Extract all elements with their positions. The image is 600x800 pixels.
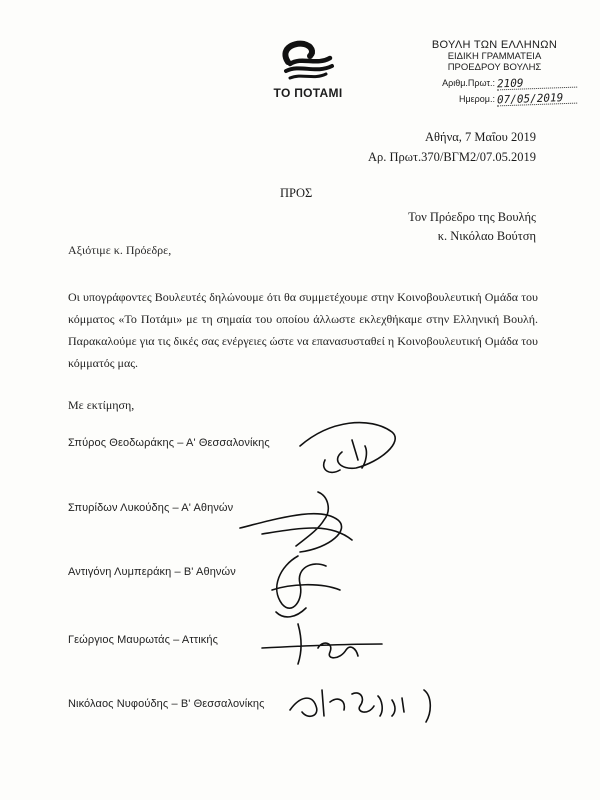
letter-body: Οι υπογράφοντες Βουλευτές δηλώνουμε ότι θα συμμετέχουμε στην Κοινοβουλευτική Ομάδα του κόμματος «Το Ποτάμι» με τη σημαία του οποίου άλλωστε εκλεχθήκαμε στην Ελληνική Βουλή. Παρακαλούμε για τις δικές σας ενέργειες ώστε να επανασυσταθεί η Κοινοβουλευτική Ομάδα του κόμματός μας. — [68, 290, 538, 370]
stamp-date-label: Ημερομ.: — [458, 94, 495, 104]
stamp-line-2: ΕΙΔΙΚΗ ΓΡΑΜΜΑΤΕΙΑ — [447, 51, 542, 62]
signer-name: Σπύρος Θεοδωράκης – Α' Θεσσαλονίκης — [68, 437, 270, 449]
reference-number: Αρ. Πρωτ.370/ΒΓΜ2/07.05.2019 — [367, 150, 536, 164]
signer-name: Γεώργιος Μαυρωτάς – Αττικής — [68, 634, 219, 646]
recipient-line-2: κ. Νικόλαο Βούτση — [437, 229, 536, 243]
signer-name: Νικόλαος Νυφούδης – Β' Θεσσαλονίκης — [68, 698, 265, 710]
stamp-protocol-value: 2109 — [497, 76, 577, 91]
stamp-date-value: 07/05/2019 — [497, 92, 577, 107]
wave-logo-icon — [268, 40, 348, 86]
salutation: Αξιότιμε κ. Πρόεδρε, — [68, 243, 172, 257]
signer-name: Αντιγόνη Λυμπεράκη – Β' Αθηνών — [68, 566, 236, 578]
closing: Με εκτίμηση, — [68, 398, 135, 412]
stamp-protocol-row — [412, 75, 577, 89]
parliament-stamp — [412, 40, 577, 105]
recipient-block — [408, 208, 536, 246]
stamp-line-3: ΠΡΟΕΔΡΟΥ ΒΟΥΛΗΣ — [447, 62, 542, 73]
date-block — [368, 127, 536, 167]
to-label: ΠΡΟΣ — [280, 186, 313, 200]
logo-text: ΤΟ ΠΟΤΑΜΙ — [273, 86, 343, 100]
signer-name: Σπυρίδων Λυκούδης – Α' Αθηνών — [68, 502, 234, 514]
signature-mark — [272, 556, 340, 617]
signature-mark — [240, 492, 352, 552]
stamp-protocol-label: Αριθμ.Πρωτ.: — [442, 78, 495, 88]
stamp-line-1: ΒΟΥΛΗ ΤΩΝ ΕΛΛΗΝΩΝ — [431, 39, 558, 51]
place-date: Αθήνα, 7 Μαΐου 2019 — [425, 130, 536, 144]
signature-mark — [290, 690, 430, 722]
signature-mark — [262, 624, 382, 664]
party-logo — [268, 40, 348, 104]
recipient-line-1: Τον Πρόεδρο της Βουλής — [408, 210, 536, 224]
signature-mark — [300, 423, 395, 473]
stamp-date-row — [412, 91, 577, 105]
